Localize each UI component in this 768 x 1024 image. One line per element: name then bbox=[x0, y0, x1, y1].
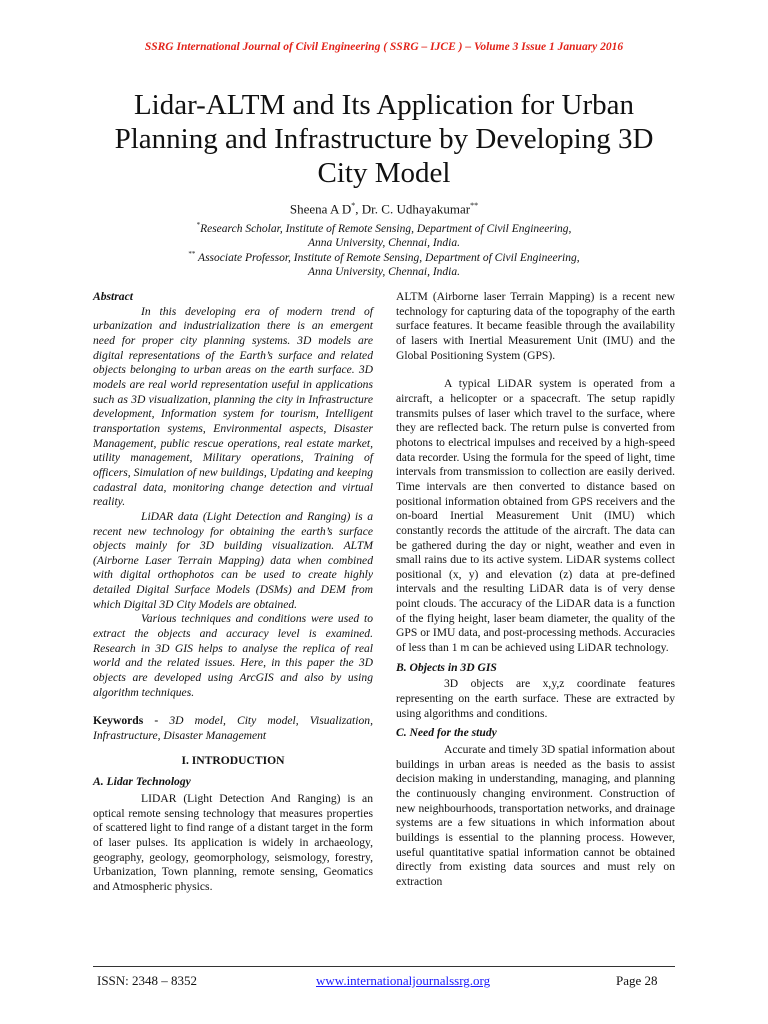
subsection-heading: C. Need for the study bbox=[396, 726, 497, 740]
title-line: Lidar-ALTM and Its Application for Urban bbox=[133, 89, 635, 121]
title-line: City Model bbox=[317, 157, 451, 189]
footer-issn: ISSN: 2348 – 8352 bbox=[97, 973, 198, 988]
subsection-heading: B. Objects in 3D GIS bbox=[396, 660, 497, 674]
author-1-mark: * bbox=[351, 201, 356, 210]
affiliation-2-line-1: Associate Professor, Institute of Remote Sensing, Department of Civil Engineering, bbox=[195, 251, 580, 264]
author-2: Dr. C. Udhayakumar bbox=[361, 201, 471, 217]
footer-page-number: Page 28 bbox=[616, 973, 658, 988]
abstract-paragraph: In this developing era of modern trend of urbanization and industrialization there is an emergent need for proper city planning systems. 3D models are digital representations of the Earth’s surface and related objects belonging to urban areas on the earth surface. 3D models are real world representation useful in applications such as 3D visualization, planning the city in Infrastructure development, Information system for tourism, Intelligent transportation systems, Environmental aspects, Disaster Management, public rescue operations, real estate market, utility management, Military operations, Training of officers, Simulation of new buildings, Updating and keeping cadastral data, monitoring change detection and virtual reality. bbox=[93, 304, 373, 509]
body-paragraph: 3D objects are x,y,z coordinate features representing on the earth surface. These are extracted by using algorithms and conditions. bbox=[396, 677, 675, 720]
footer-url-link[interactable]: www.internationaljournalssrg.org bbox=[316, 973, 491, 988]
left-column bbox=[93, 290, 373, 895]
journal-header: SSRG International Journal of Civil Engineering ( SSRG – IJCE ) – Volume 3 Issue 1 January 2016 bbox=[144, 41, 624, 53]
keywords-text: 3D model, City model, Visualization, Infrastructure, Disaster Management bbox=[93, 714, 373, 743]
abstract-paragraph: Various techniques and conditions were used to extract the objects and accuracy level is examined. Research in 3D GIS helps to analyse the replica of real world and the related issues. Here, in this paper the 3D objects are developed using ArcGIS and also by using algorithm techniques. bbox=[93, 612, 373, 699]
body-paragraph: A typical LiDAR system is operated from a aircraft, a helicopter or a spacecraft. The setup rapidly transmits pulses of laser which travel to the surface, where they are reflected back. The return pulse is converted from photons to electrical impulses and received by a high-speed data recorder. Using the formula for the speed of light, time intervals from transmission to collection are easily derived. Time intervals are then converted to distance based on positional information obtained from GPS receivers and the on-board Inertial Measurement Unit (IMU) which constantly records the attitude of the aircraft. The data can be gathered during the day or night, weather and even in small rains due to its active system. LiDAR systems collect positional (x, y) and elevation (z) data at pre-defined intervals and the resulting LiDAR data is of very dense point clouds. The accuracy of the LiDAR data is a function of the flying height, laser beam diameter, the quality of the GPS or IMU data, and post-processing methods. Accuracies of less than 1 m can be achieved using LiDAR technology. bbox=[396, 377, 675, 655]
abstract-paragraph: LiDAR data (Light Detection and Ranging) is a recent new technology for obtaining the earth’s surface objects mainly for 3D building visualization. ALTM (Airborne Laser Terrain Mapping) data when combined with digital orthophotos can be used to create highly detailed Digital Surface Models (DSMs) and DEM from which Digital 3D City Models are obtained. bbox=[93, 509, 373, 611]
footer-divider bbox=[93, 966, 675, 967]
right-column bbox=[396, 290, 675, 890]
subsection-heading: A. Lidar Technology bbox=[93, 775, 191, 789]
author-2-mark: ** bbox=[470, 201, 479, 210]
body-paragraph: ALTM (Airborne laser Terrain Mapping) is a recent new technology for capturing data of the topography of the earth surface features. It became feasible through the availability of lasers with Inertial Measurement Unit (IMU) and the Global Positioning System (GPS). bbox=[396, 290, 675, 362]
keywords-label: Keywords - bbox=[93, 714, 159, 728]
body-paragraph: Accurate and timely 3D spatial information about buildings in urban areas is needed as the basis to assist decision making in understanding, managing, and planning the continuously changing environment. Construction of new neighbourhoods, transportation networks, and drainage systems are a few situations in which information about buildings is essential to the planning process. However, useful quantitative spatial information cannot be obtained directly from existing data sources and must rely on extraction bbox=[396, 743, 675, 888]
authors bbox=[0, 201, 768, 217]
author-1: Sheena A D bbox=[289, 201, 352, 217]
affiliation-1-mark: * bbox=[196, 221, 201, 229]
affiliation-1-line-1: Research Scholar, Institute of Remote Sensing, Department of Civil Engineering, bbox=[200, 222, 572, 235]
keywords bbox=[93, 714, 373, 743]
affiliation-2 bbox=[0, 247, 768, 279]
affiliation-1-line-2: Anna University, Chennai, India. bbox=[307, 236, 461, 249]
title-line: Planning and Infrastructure by Developing 3D bbox=[114, 123, 654, 155]
paper-title bbox=[60, 88, 708, 190]
affiliation-2-line-2: Anna University, Chennai, India. bbox=[307, 265, 461, 278]
author-separator: , bbox=[355, 201, 362, 217]
affiliation-2-mark: ** bbox=[188, 250, 196, 258]
abstract-heading: Abstract bbox=[93, 290, 133, 303]
section-heading-introduction: I. INTRODUCTION bbox=[181, 753, 285, 767]
body-paragraph: LIDAR (Light Detection And Ranging) is an optical remote sensing technology that measures properties of scattered light to find range of a distant target in the form of laser pulses. Its application is widely in archaeology, geography, geology, geomorphology, seismology, forestry, Urbanization, Town planning, remote sensing, Geomatics and Atmospheric physics. bbox=[93, 792, 373, 893]
affiliation-1 bbox=[0, 218, 768, 250]
